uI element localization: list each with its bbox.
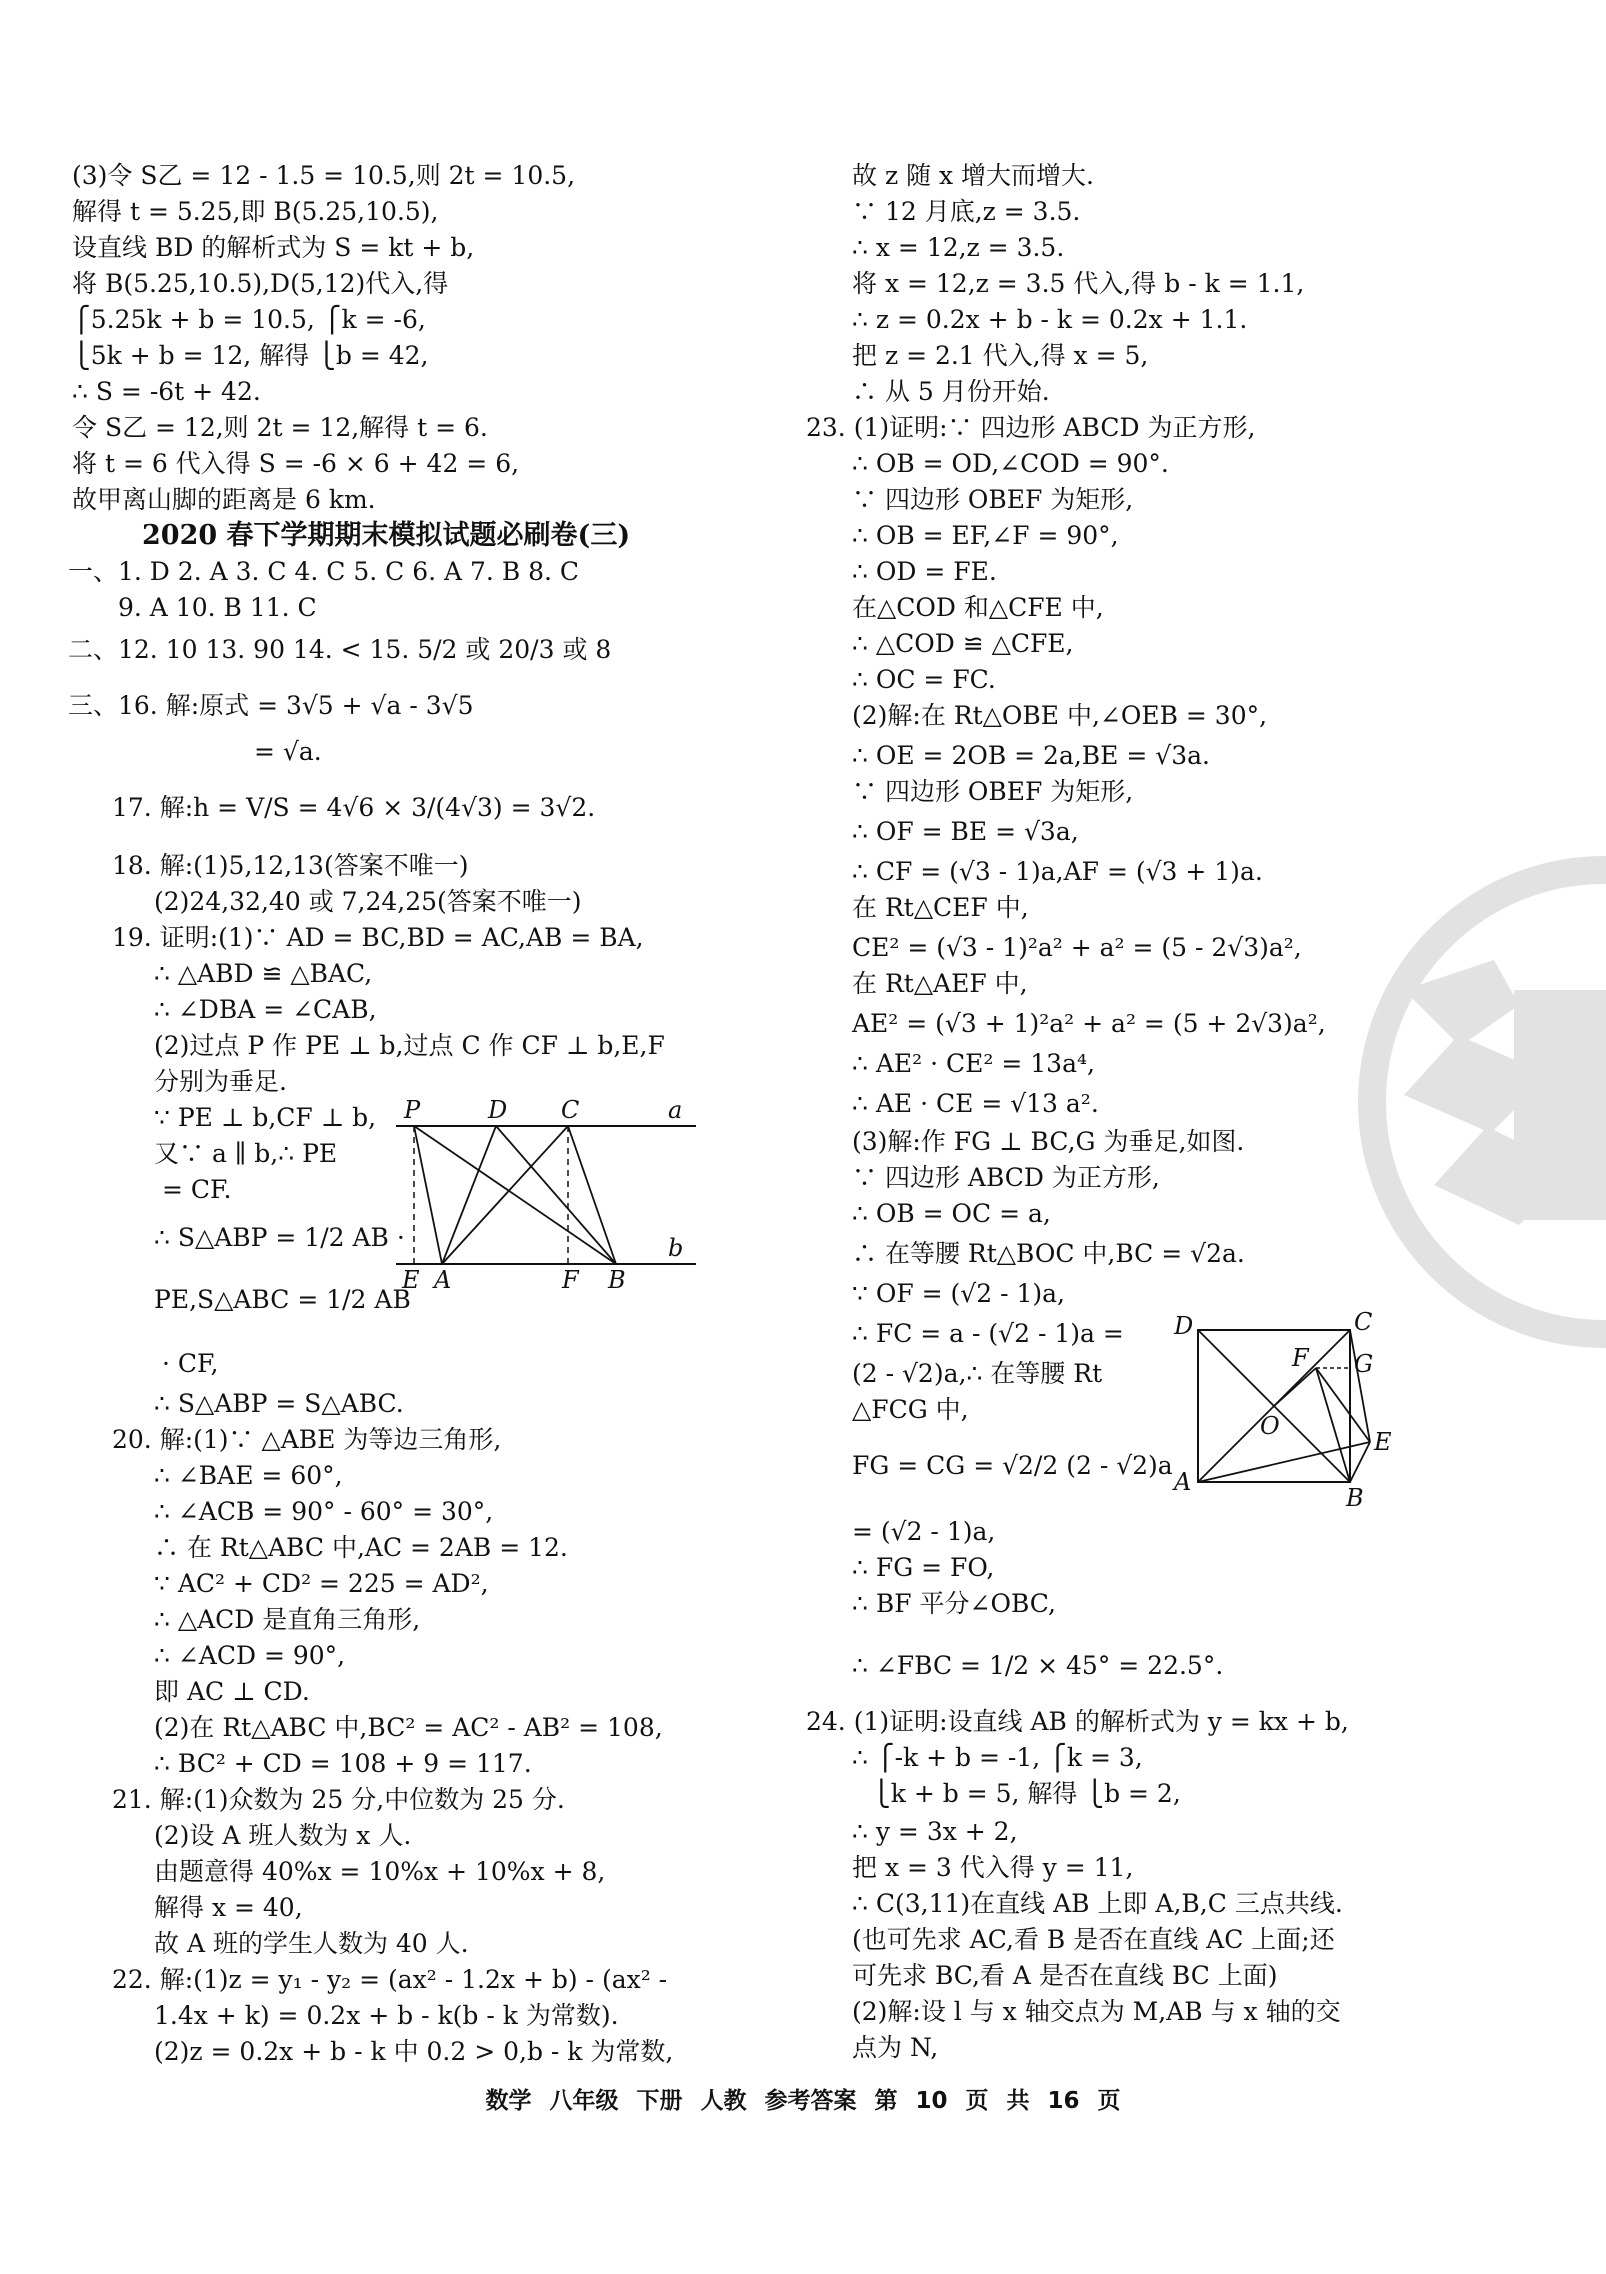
answer-line: ∴ OF = BE = √3a, [852, 817, 1079, 846]
label-e: E [402, 1266, 420, 1294]
answer-line: AE² = (√3 + 1)²a² + a² = (5 + 2√3)a², [852, 1009, 1326, 1038]
label-e: E [1374, 1428, 1392, 1456]
answer-line: 在 Rt△AEF 中, [852, 969, 1028, 998]
answer-line: 点为 N, [852, 2033, 939, 2062]
answer-line: ∴ △COD ≌ △CFE, [852, 629, 1074, 658]
answer-line: 21. 解:(1)众数为 25 分,中位数为 25 分. [112, 1785, 565, 1814]
answer-line: 故甲离山脚的距离是 6 km. [72, 485, 376, 514]
answer-line: ∴ BF 平分∠OBC, [852, 1589, 1056, 1618]
label-a: a [668, 1096, 683, 1124]
answer-line: (2 - √2)a,∴ 在等腰 Rt [852, 1359, 1103, 1388]
label-b-point: B [608, 1266, 626, 1294]
answer-line: 在 Rt△CEF 中, [852, 893, 1029, 922]
answer-line: ∴ CF = (√3 - 1)a,AF = (√3 + 1)a. [852, 857, 1263, 886]
answer-line: CE² = (√3 - 1)²a² + a² = (5 - 2√3)a², [852, 933, 1302, 962]
answer-line: 9. A 10. B 11. C [118, 593, 317, 622]
answer-line: ∴ 在等腰 Rt△BOC 中,BC = √2a. [852, 1239, 1245, 1268]
answer-line: 可先求 BC,看 A 是否在直线 BC 上面) [852, 1961, 1278, 1990]
answer-line: ∵ PE ⊥ b,CF ⊥ b, [154, 1103, 377, 1132]
answer-line: ∴ S△ABP = S△ABC. [154, 1389, 404, 1418]
answer-line: 1.4x + k) = 0.2x + b - k(b - k 为常数). [154, 2001, 619, 2030]
answer-line: ∴ AE² · CE² = 13a⁴, [852, 1049, 1095, 1078]
answer-line: ∴ C(3,11)在直线 AB 上即 A,B,C 三点共线. [852, 1889, 1343, 1918]
answer-line: PE,S△ABC = 1/2 AB [154, 1285, 411, 1314]
answer-line: ∵ AC² + CD² = 225 = AD², [154, 1569, 489, 1598]
answer-line: ∴ x = 12,z = 3.5. [852, 233, 1065, 262]
label-p: P [404, 1096, 421, 1124]
label-c: C [561, 1096, 580, 1124]
answer-line: ∴ OC = FC. [852, 665, 996, 694]
answer-line: FG = CG = √2/2 (2 - √2)a [852, 1451, 1173, 1480]
label-b: B [1346, 1484, 1364, 1510]
answer-line: ∴ OE = 2OB = 2a,BE = √3a. [852, 741, 1210, 770]
answer-line: 由题意得 40%x = 10%x + 10%x + 8, [154, 1857, 606, 1886]
label-b-line: b [668, 1234, 684, 1262]
answer-line: 分别为垂足. [154, 1067, 287, 1096]
label-d: D [1174, 1312, 1194, 1340]
answer-line: (2)z = 0.2x + b - k 中 0.2 > 0,b - k 为常数, [154, 2037, 674, 2066]
answer-line: ∴ ∠FBC = 1/2 × 45° = 22.5°. [852, 1651, 1224, 1680]
segment-ca [442, 1126, 568, 1264]
answer-line: 24. (1)证明:设直线 AB 的解析式为 y = kx + b, [806, 1707, 1349, 1736]
answer-line: · CF, [162, 1349, 219, 1378]
section-heading: 2020 春下学期期末模拟试题必刷卷(三) [142, 520, 631, 551]
seal-icon [1344, 840, 1606, 1360]
answer-line: ∴ OB = OC = a, [852, 1199, 1051, 1228]
answer-line: (3)解:作 FG ⊥ BC,G 为垂足,如图. [852, 1127, 1245, 1156]
answer-line: ∴ FG = FO, [852, 1553, 995, 1582]
answer-line: ∵ 四边形 OBEF 为矩形, [852, 485, 1134, 514]
answer-line: ∴ ∠BAE = 60°, [154, 1461, 343, 1490]
label-a: A [1174, 1468, 1192, 1496]
label-d: D [488, 1096, 508, 1124]
answer-line: 解得 x = 40, [154, 1893, 303, 1922]
answer-line: 18. 解:(1)5,12,13(答案不唯一) [112, 851, 469, 880]
answer-line: 在△COD 和△CFE 中, [852, 593, 1104, 622]
answer-line: ∴ ∠DBA = ∠CAB, [154, 995, 377, 1024]
answer-line: ∴ ∠ACD = 90°, [154, 1641, 346, 1670]
answer-line: ∴ 从 5 月份开始. [852, 377, 1050, 406]
answer-line: (2)过点 P 作 PE ⊥ b,过点 C 作 CF ⊥ b,E,F [154, 1031, 665, 1060]
segment-pa [414, 1126, 442, 1264]
answer-line: 19. 证明:(1)∵ AD = BC,BD = AC,AB = BA, [112, 923, 644, 952]
segment-cb [568, 1126, 616, 1264]
answer-line: ∴ ⎧-k + b = -1, ⎧k = 3, [852, 1743, 1143, 1772]
answer-line: 将 x = 12,z = 3.5 代入,得 b - k = 1.1, [852, 269, 1305, 298]
answer-line: (也可先求 AC,看 B 是否在直线 AC 上面;还 [852, 1925, 1335, 1954]
label-f: F [1292, 1344, 1309, 1372]
answer-line: 令 S乙 = 12,则 2t = 12,解得 t = 6. [72, 413, 488, 442]
answer-line: ⎧5.25k + b = 10.5, ⎧k = -6, [72, 305, 426, 334]
answer-line: = (√2 - 1)a, [852, 1517, 996, 1546]
segment-fe [1316, 1368, 1370, 1442]
label-c: C [1354, 1310, 1373, 1336]
answer-line: 又∵ a ∥ b,∴ PE [154, 1139, 338, 1168]
segment-da [442, 1126, 496, 1264]
answer-line: ∴ ∠ACB = 90° - 60° = 30°, [154, 1497, 494, 1526]
answer-line: 把 z = 2.1 代入,得 x = 5, [852, 341, 1149, 370]
answer-line: ∴ 在 Rt△ABC 中,AC = 2AB = 12. [154, 1533, 568, 1562]
watermark-seal [1344, 840, 1606, 1360]
answer-line: = √a. [254, 737, 322, 766]
answer-line: ∴ AE · CE = √13 a². [852, 1089, 1099, 1118]
answer-line: 17. 解:h = V/S = 4√6 × 3/(4√3) = 3√2. [112, 793, 596, 822]
answer-line: ∴ S△ABP = 1/2 AB · [154, 1223, 405, 1252]
segment-of [1274, 1368, 1316, 1406]
label-g: G [1354, 1350, 1374, 1378]
answer-line: ∴ BC² + CD = 108 + 9 = 117. [154, 1749, 532, 1778]
answer-line: ∴ OD = FE. [852, 557, 997, 586]
answer-line: ∵ 四边形 OBEF 为矩形, [852, 777, 1134, 806]
answer-line: 设直线 BD 的解析式为 S = kt + b, [72, 233, 475, 262]
answer-line: (2)在 Rt△ABC 中,BC² = AC² - AB² = 108, [154, 1713, 663, 1742]
answer-line: 把 x = 3 代入得 y = 11, [852, 1853, 1134, 1882]
answer-line: = CF. [162, 1175, 232, 1204]
answer-line: 20. 解:(1)∵ △ABE 为等边三角形, [112, 1425, 502, 1454]
answer-line: (2)解:在 Rt△OBE 中,∠OEB = 30°, [852, 701, 1268, 730]
answer-line: 即 AC ⊥ CD. [154, 1677, 310, 1706]
answer-line: ∴ △ACD 是直角三角形, [154, 1605, 421, 1634]
figure-19-parallel-lines [396, 1096, 706, 1296]
answer-line: ∴ △ABD ≌ △BAC, [154, 959, 373, 988]
answer-line: △FCG 中, [852, 1395, 969, 1424]
segment-eb [1350, 1442, 1370, 1482]
page-footer: 数学 八年级 下册 人教 参考答案 第 10 页 共 16 页 [485, 2088, 1121, 2114]
answer-line: 三、16. 解:原式 = 3√5 + √a - 3√5 [68, 691, 474, 720]
answer-line: 故 z 随 x 增大而增大. [852, 161, 1095, 190]
answer-line: 故 A 班的学生人数为 40 人. [154, 1929, 469, 1958]
answer-line: ∴ y = 3x + 2, [852, 1817, 1018, 1846]
answer-line: ∵ OF = (√2 - 1)a, [852, 1279, 1065, 1308]
label-f: F [562, 1266, 579, 1294]
answer-line: ⎩k + b = 5, 解得 ⎩b = 2, [872, 1779, 1181, 1808]
answer-line: 将 t = 6 代入得 S = -6 × 6 + 42 = 6, [72, 449, 520, 478]
answer-line: ⎩5k + b = 12, 解得 ⎩b = 42, [72, 341, 429, 370]
answer-line: (3)令 S乙 = 12 - 1.5 = 10.5,则 2t = 10.5, [72, 161, 576, 190]
answer-line: ∴ FC = a - (√2 - 1)a = [852, 1319, 1124, 1348]
answer-line: 二、12. 10 13. 90 14. < 15. 5/2 或 20/3 或 8 [68, 635, 612, 664]
answer-line: 一、1. D 2. A 3. C 4. C 5. C 6. A 7. B 8. C [68, 557, 580, 586]
answer-line: ∴ z = 0.2x + b - k = 0.2x + 1.1. [852, 305, 1248, 334]
answer-line: ∴ OB = EF,∠F = 90°, [852, 521, 1119, 550]
answer-line: ∴ S = -6t + 42. [72, 377, 261, 406]
label-a-point: A [434, 1266, 452, 1294]
answer-line: (2)解:设 l 与 x 轴交点为 M,AB 与 x 轴的交 [852, 1997, 1341, 2026]
answer-line: 解得 t = 5.25,即 B(5.25,10.5), [72, 197, 439, 226]
answer-line: 将 B(5.25,10.5),D(5,12)代入,得 [72, 269, 449, 298]
answer-line: ∴ OB = OD,∠COD = 90°. [852, 449, 1169, 478]
label-o: O [1260, 1412, 1280, 1440]
answer-line: 23. (1)证明:∵ 四边形 ABCD 为正方形, [806, 413, 1256, 442]
answer-line: ∵ 12 月底,z = 3.5. [852, 197, 1081, 226]
answer-line: (2)设 A 班人数为 x 人. [154, 1821, 412, 1850]
answer-line: (2)24,32,40 或 7,24,25(答案不唯一) [154, 887, 582, 916]
answer-line: ∵ 四边形 ABCD 为正方形, [852, 1163, 1160, 1192]
answer-line: 22. 解:(1)z = y₁ - y₂ = (ax² - 1.2x + b) - (ax² - [112, 1965, 668, 1994]
